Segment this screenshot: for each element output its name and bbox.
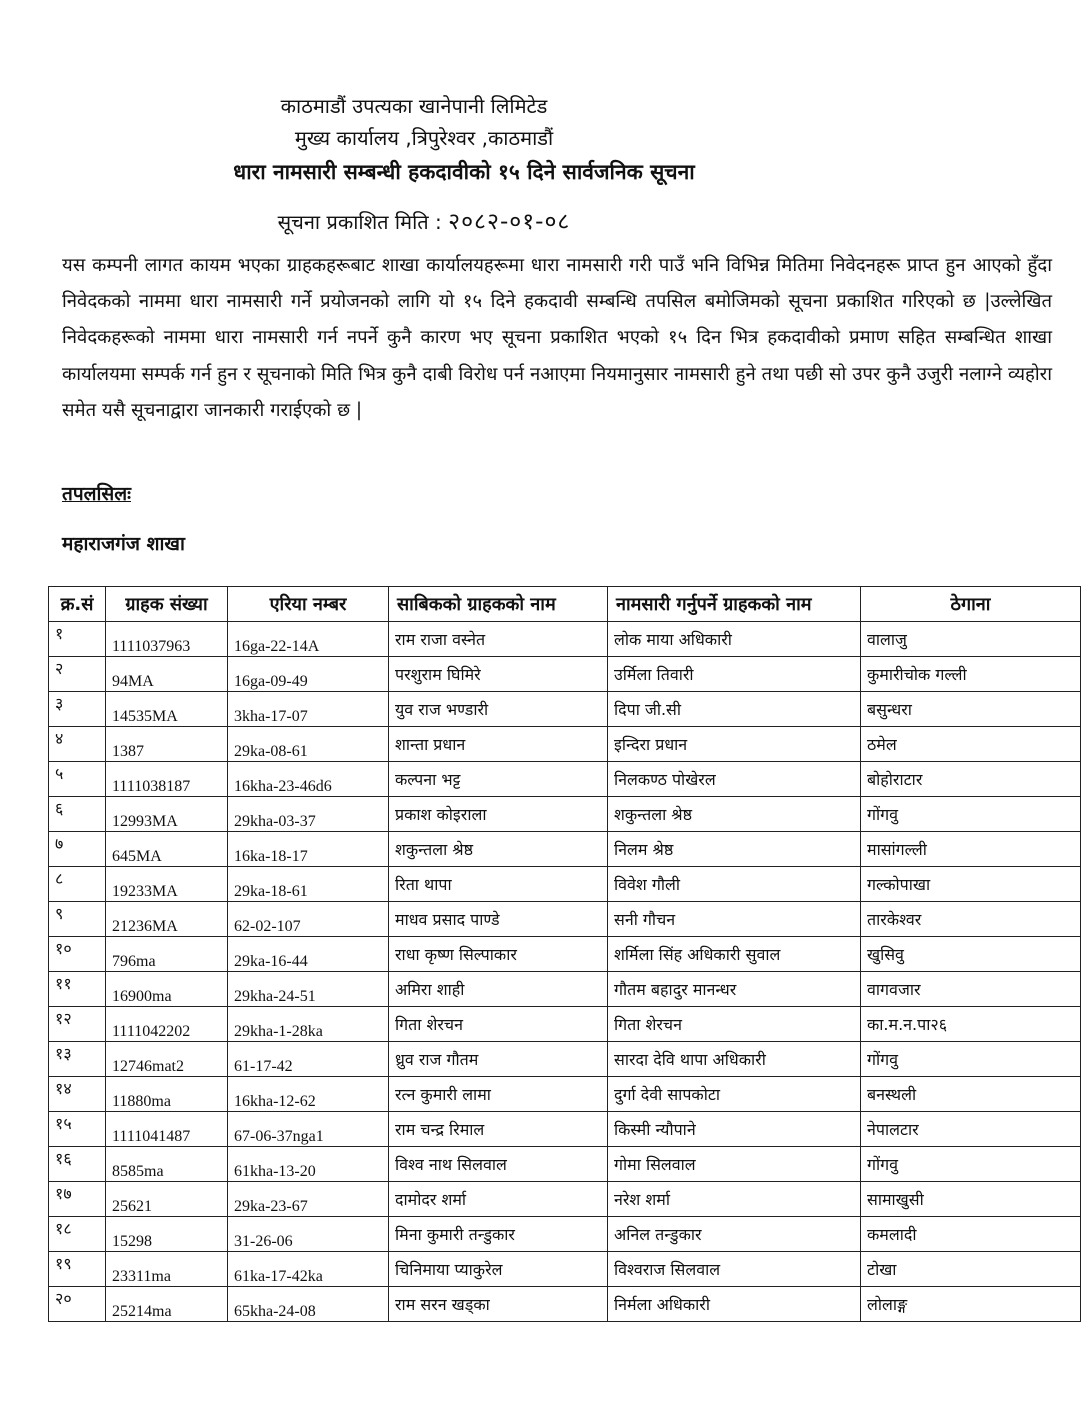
cell-sn: ७ [49, 832, 106, 867]
cell-old-name: राम चन्द्र रिमाल [389, 1112, 608, 1147]
cell-customer-no: 1111041487 [106, 1112, 228, 1147]
table-row [49, 832, 1081, 867]
cell-area-no: 61kha-13-20 [228, 1147, 389, 1182]
table-header-row [49, 587, 1081, 622]
cell-customer-no: 1111037963 [106, 622, 228, 657]
table-row [49, 902, 1081, 937]
cell-customer-no: 25621 [106, 1182, 228, 1217]
cell-address: नेपालटार [861, 1112, 1081, 1147]
table-row [49, 972, 1081, 1007]
cell-customer-no: 14535MA [106, 692, 228, 727]
cell-sn: ११ [49, 972, 106, 1007]
cell-sn: १७ [49, 1182, 106, 1217]
cell-new-name: निलम श्रेष्ठ [608, 832, 861, 867]
cell-area-no: 65kha-24-08 [228, 1287, 389, 1322]
cell-sn: २ [49, 657, 106, 692]
cell-sn: ९ [49, 902, 106, 937]
cell-sn: ६ [49, 797, 106, 832]
cell-old-name: मिना कुमारी तन्डुकार [389, 1217, 608, 1252]
col-header-new-name: नामसारी गर्नुपर्ने ग्राहकको नाम [608, 587, 861, 622]
cell-old-name: परशुराम घिमिरे [389, 657, 608, 692]
table-row [49, 1147, 1081, 1182]
cell-address: गल्कोपाखा [861, 867, 1081, 902]
cell-area-no: 29kha-1-28ka [228, 1007, 389, 1042]
cell-customer-no: 1111042202 [106, 1007, 228, 1042]
table-row [49, 657, 1081, 692]
cell-address: मासांगल्ली [861, 832, 1081, 867]
table-row [49, 797, 1081, 832]
cell-area-no: 29ka-08-61 [228, 727, 389, 762]
cell-customer-no: 15298 [106, 1217, 228, 1252]
cell-address: बनस्थली [861, 1077, 1081, 1112]
cell-address: बसुन्धरा [861, 692, 1081, 727]
cell-old-name: अमिरा शाही [389, 972, 608, 1007]
cell-sn: १० [49, 937, 106, 972]
cell-area-no: 61-17-42 [228, 1042, 389, 1077]
cell-customer-no: 8585ma [106, 1147, 228, 1182]
table-row [49, 622, 1081, 657]
table-row [49, 1042, 1081, 1077]
cell-sn: ५ [49, 762, 106, 797]
cell-old-name: शान्ता प्रधान [389, 727, 608, 762]
table-row [49, 1287, 1081, 1322]
branch-name: महाराजगंज शाखा [62, 533, 185, 555]
cell-old-name: ध्रुव राज गौतम [389, 1042, 608, 1077]
cell-new-name: शकुन्तला श्रेष्ठ [608, 797, 861, 832]
col-header-area-no: एरिया नम्बर [228, 587, 389, 622]
cell-customer-no: 1387 [106, 727, 228, 762]
cell-area-no: 29kha-24-51 [228, 972, 389, 1007]
table-row [49, 692, 1081, 727]
table-row [49, 1007, 1081, 1042]
col-header-old-name: साबिकको ग्राहकको नाम [389, 587, 608, 622]
cell-new-name: विवेश गौली [608, 867, 861, 902]
cell-area-no: 3kha-17-07 [228, 692, 389, 727]
cell-address: कुमारीचोक गल्ली [861, 657, 1081, 692]
cell-sn: १६ [49, 1147, 106, 1182]
cell-address: का.म.न.पा२६ [861, 1007, 1081, 1042]
cell-old-name: राम सरन खड्का [389, 1287, 608, 1322]
cell-area-no: 67-06-37nga1 [228, 1112, 389, 1147]
cell-sn: ३ [49, 692, 106, 727]
cell-old-name: माधव प्रसाद पाण्डे [389, 902, 608, 937]
applicant-table [48, 586, 1081, 1322]
cell-new-name: गिता शेरचन [608, 1007, 861, 1042]
table-row [49, 937, 1081, 972]
cell-new-name: अनिल तन्डुकार [608, 1217, 861, 1252]
cell-customer-no: 94MA [106, 657, 228, 692]
table-row [49, 1252, 1081, 1287]
col-header-address: ठेगाना [861, 587, 1081, 622]
cell-area-no: 31-26-06 [228, 1217, 389, 1252]
office-address: मुख्य कार्यालय ,त्रिपुरेश्वर ,काठमाडौं [294, 126, 554, 150]
cell-address: तारकेश्वर [861, 902, 1081, 937]
details-heading: तपलसिलः [62, 483, 131, 505]
org-name: काठमाडौं उपत्यका खानेपानी लिमिटेड [280, 94, 548, 118]
cell-customer-no: 645MA [106, 832, 228, 867]
cell-old-name: राधा कृष्ण सिल्पाकार [389, 937, 608, 972]
cell-new-name: निर्मला अधिकारी [608, 1287, 861, 1322]
cell-address: गोंगवु [861, 1042, 1081, 1077]
cell-address: गोंगवु [861, 1147, 1081, 1182]
cell-address: बोहोराटार [861, 762, 1081, 797]
table-row [49, 1077, 1081, 1112]
table-row [49, 727, 1081, 762]
cell-sn: ४ [49, 727, 106, 762]
cell-address: गोंगवु [861, 797, 1081, 832]
cell-area-no: 29ka-23-67 [228, 1182, 389, 1217]
cell-old-name: युव राज भण्डारी [389, 692, 608, 727]
cell-area-no: 16kha-23-46d6 [228, 762, 389, 797]
cell-customer-no: 19233MA [106, 867, 228, 902]
cell-new-name: किस्मी न्यौपाने [608, 1112, 861, 1147]
cell-sn: १५ [49, 1112, 106, 1147]
cell-old-name: कल्पना भट्ट [389, 762, 608, 797]
cell-new-name: सारदा देवि थापा अधिकारी [608, 1042, 861, 1077]
cell-area-no: 16kha-12-62 [228, 1077, 389, 1112]
cell-customer-no: 1111038187 [106, 762, 228, 797]
cell-area-no: 29ka-16-44 [228, 937, 389, 972]
cell-customer-no: 12993MA [106, 797, 228, 832]
cell-new-name: लोक माया अधिकारी [608, 622, 861, 657]
cell-sn: २० [49, 1287, 106, 1322]
cell-new-name: इन्दिरा प्रधान [608, 727, 861, 762]
cell-new-name: विश्वराज सिलवाल [608, 1252, 861, 1287]
cell-sn: १९ [49, 1252, 106, 1287]
cell-sn: १८ [49, 1217, 106, 1252]
col-header-customer-no: ग्राहक संख्या [106, 587, 228, 622]
cell-old-name: विश्व नाथ सिलवाल [389, 1147, 608, 1182]
cell-area-no: 16ga-22-14A [228, 622, 389, 657]
cell-old-name: चिनिमाया प्याकुरेल [389, 1252, 608, 1287]
cell-customer-no: 12746mat2 [106, 1042, 228, 1077]
cell-area-no: 29kha-03-37 [228, 797, 389, 832]
cell-sn: १४ [49, 1077, 106, 1112]
cell-new-name: दुर्गा देवी सापकोटा [608, 1077, 861, 1112]
cell-new-name: शर्मिला सिंह अधिकारी सुवाल [608, 937, 861, 972]
cell-address: कमलादी [861, 1217, 1081, 1252]
cell-sn: ८ [49, 867, 106, 902]
cell-area-no: 61ka-17-42ka [228, 1252, 389, 1287]
cell-new-name: दिपा जी.सी [608, 692, 861, 727]
cell-customer-no: 11880ma [106, 1077, 228, 1112]
cell-area-no: 29ka-18-61 [228, 867, 389, 902]
table-row [49, 1217, 1081, 1252]
cell-address: वालाजु [861, 622, 1081, 657]
cell-sn: १२ [49, 1007, 106, 1042]
cell-customer-no: 25214ma [106, 1287, 228, 1322]
cell-area-no: 62-02-107 [228, 902, 389, 937]
cell-address: वागवजार [861, 972, 1081, 1007]
cell-old-name: शकुन्तला श्रेष्ठ [389, 832, 608, 867]
cell-address: टोखा [861, 1252, 1081, 1287]
notice-body: यस कम्पनी लागत कायम भएका ग्राहकहरूबाट शाखा कार्यालयहरूमा धारा नामसारी गरी पाउँ भनि विभिन्न मितिमा निवेदनहरू प्राप्त हुन आएको हुँदा निवेदकको नाममा धारा नामसारी गर्ने प्रयोजनको लागि यो १५ दिने हकदावी सम्बन्धि तपसिल बमोजिमको सूचना प्रकाशित गरिएको छ |उल्लेखित निवेदकहरूको नाममा धारा नामसारी गर्न नपर्ने कुनै कारण भए सूचना प्रकाशित भएको १५ दिन भित्र हकदावीको प्रमाण सहित सम्बन्धित शाखा कार्यालयमा सम्पर्क गर्न हुन र सूचनाको मिति भित्र कुनै दाबी विरोध पर्न नआएमा नियमानुसार नामसारी हुने तथा पछी सो उपर कुनै उजुरी नलाग्ने व्यहोरा समेत यसै सूचनाद्वारा जानकारी गराईएको छ | [62, 255, 1052, 421]
cell-address: सामाखुसी [861, 1182, 1081, 1217]
cell-address: ठमेल [861, 727, 1081, 762]
table-row [49, 762, 1081, 797]
published-date: २०८२-०१-०८ [448, 209, 571, 235]
table-row [49, 1112, 1081, 1147]
cell-area-no: 16ga-09-49 [228, 657, 389, 692]
cell-new-name: नरेश शर्मा [608, 1182, 861, 1217]
cell-old-name: प्रकाश कोइराला [389, 797, 608, 832]
cell-new-name: उर्मिला तिवारी [608, 657, 861, 692]
cell-new-name: निलकण्ठ पोखेरल [608, 762, 861, 797]
cell-new-name: सनी गौचन [608, 902, 861, 937]
cell-old-name: रत्न कुमारी लामा [389, 1077, 608, 1112]
table-row [49, 1182, 1081, 1217]
published-label: सूचना प्रकाशित मिति : [277, 210, 442, 234]
notice-title: धारा नामसारी सम्बन्धी हकदावीको १५ दिने सार्वजनिक सूचना [233, 160, 695, 184]
cell-area-no: 16ka-18-17 [228, 832, 389, 867]
cell-old-name: गिता शेरचन [389, 1007, 608, 1042]
cell-new-name: गौतम बहादुर मानन्धर [608, 972, 861, 1007]
table-row [49, 867, 1081, 902]
col-header-sn: क्र.सं [49, 587, 106, 622]
cell-sn: १ [49, 622, 106, 657]
cell-old-name: दामोदर शर्मा [389, 1182, 608, 1217]
cell-new-name: गोमा सिलवाल [608, 1147, 861, 1182]
cell-old-name: राम राजा वस्नेत [389, 622, 608, 657]
cell-customer-no: 21236MA [106, 902, 228, 937]
cell-customer-no: 23311ma [106, 1252, 228, 1287]
cell-address: खुसिवु [861, 937, 1081, 972]
cell-customer-no: 796ma [106, 937, 228, 972]
cell-customer-no: 16900ma [106, 972, 228, 1007]
cell-sn: १३ [49, 1042, 106, 1077]
published-date-line [0, 204, 968, 236]
cell-address: लोलाङ्ग [861, 1287, 1081, 1322]
cell-old-name: रिता थापा [389, 867, 608, 902]
